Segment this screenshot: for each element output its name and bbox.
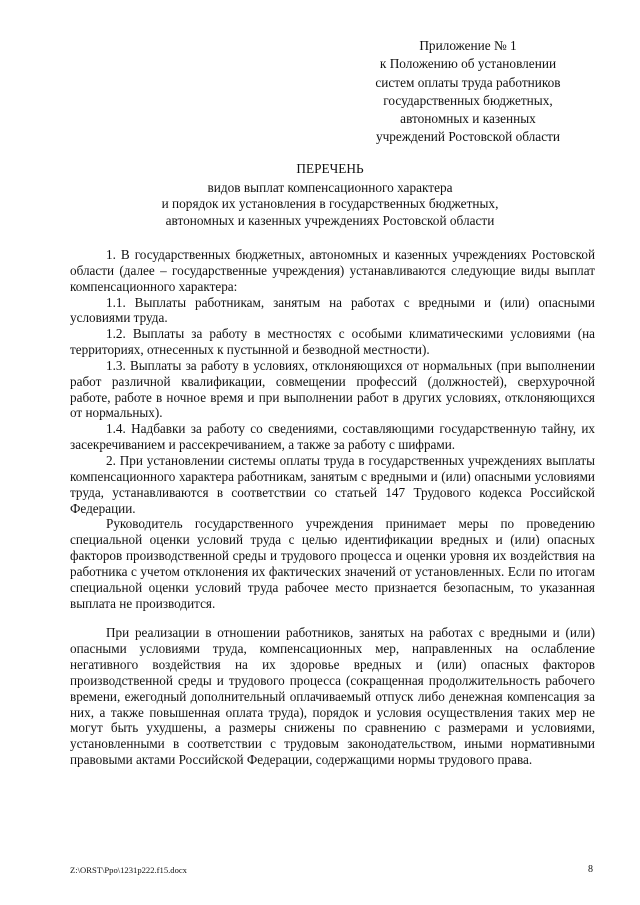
appendix-header [350, 37, 586, 147]
paragraph-1-1: 1.1. Выплаты работникам, занятым на работах с вредными и (или) опасными условиями труда. [70, 294, 595, 326]
paragraph-2: 2. При установлении системы оплаты труда в государственных учреждениях выплаты компенсационного характера работникам, занятым с вредными и (или) опасными условиями труда, устанавливаются в соответствии со статьей 147 Трудового кодекса Российской Федерации. [70, 452, 595, 516]
appendix-line: государственных бюджетных, [383, 92, 553, 108]
paragraph-1-2: 1.2. Выплаты за работу в местностях с особыми климатическими условиями (на территориях, отнесенных к пустынной и безводной местности). [70, 326, 595, 358]
title-subtitle-line: видов выплат компенсационного характера [207, 179, 453, 195]
title-subtitle-line: и порядок их установления в государственных бюджетных, [161, 196, 499, 212]
appendix-line: систем оплаты труда работников [375, 74, 561, 90]
paragraph-1: 1. В государственных бюджетных, автономных и казенных учреждениях Ростовской области (далее – государственные учреждения) устанавливаются следующие виды выплат компенсационного характера: [70, 247, 595, 294]
paragraph-1-4: 1.4. Надбавки за работу со сведениями, составляющими государственную тайну, их засекречиванием и рассекречиванием, а также за работу с шифрами. [70, 421, 595, 453]
page-number: 8 [588, 864, 593, 875]
footer-file-path: Z:\ORST\Ppo\1231p222.f15.docx [70, 865, 187, 875]
title-heading: ПЕРЕЧЕНЬ [296, 161, 364, 176]
appendix-line: автономных и казенных [400, 111, 536, 127]
document-body [70, 247, 595, 768]
appendix-line: Приложение № 1 [419, 38, 517, 53]
document-title [70, 161, 590, 229]
appendix-line: учреждений Ростовской области [375, 129, 561, 145]
paragraph-1-3: 1.3. Выплаты за работу в условиях, отклоняющихся от нормальных (при выполнении работ различной квалификации, совмещении профессий (должностей), сверхурочной работе, работе в ночное время и при выполнении работ в других условиях, отклоняющихся от нормальных). [70, 357, 595, 421]
appendix-line: к Положению об установлении [379, 56, 557, 72]
title-subtitle-line: автономных и казенных учреждениях Ростовской области [165, 212, 495, 228]
paragraph-head-measures: Руководитель государственного учреждения принимает меры по проведению специальной оценки условий труда с целью идентификации вредных и (или) опасных факторов производственной среды и трудового процесса и оценки уровня их воздействия на работника с учетом отклонения их фактических значений от установленных. Если по итогам специальной оценки условий труда рабочее место признается безопасным, то указанная выплата не производится. [70, 516, 595, 611]
paragraph-compensation-measures: При реализации в отношении работников, занятых на работах с вредными и (или) опасными условиями труда, компенсационных мер, направленных на ослабление негативного воздействия на их здоровье вредных и (или) опасных факторов производственной среды и трудового процесса (сокращенная продолжительность рабочего времени, ежегодный дополнительный оплачиваемый отпуск либо денежная компенсация за них, а также повышенная оплата труда), порядок и условия осуществления таких мер не могут быть ухудшены, а размеры снижены по сравнению с размерами и условиями, установленными в соответствии с трудовым законодательством, иными нормативными правовыми актами Российской Федерации, содержащими нормы трудового права. [70, 625, 595, 768]
